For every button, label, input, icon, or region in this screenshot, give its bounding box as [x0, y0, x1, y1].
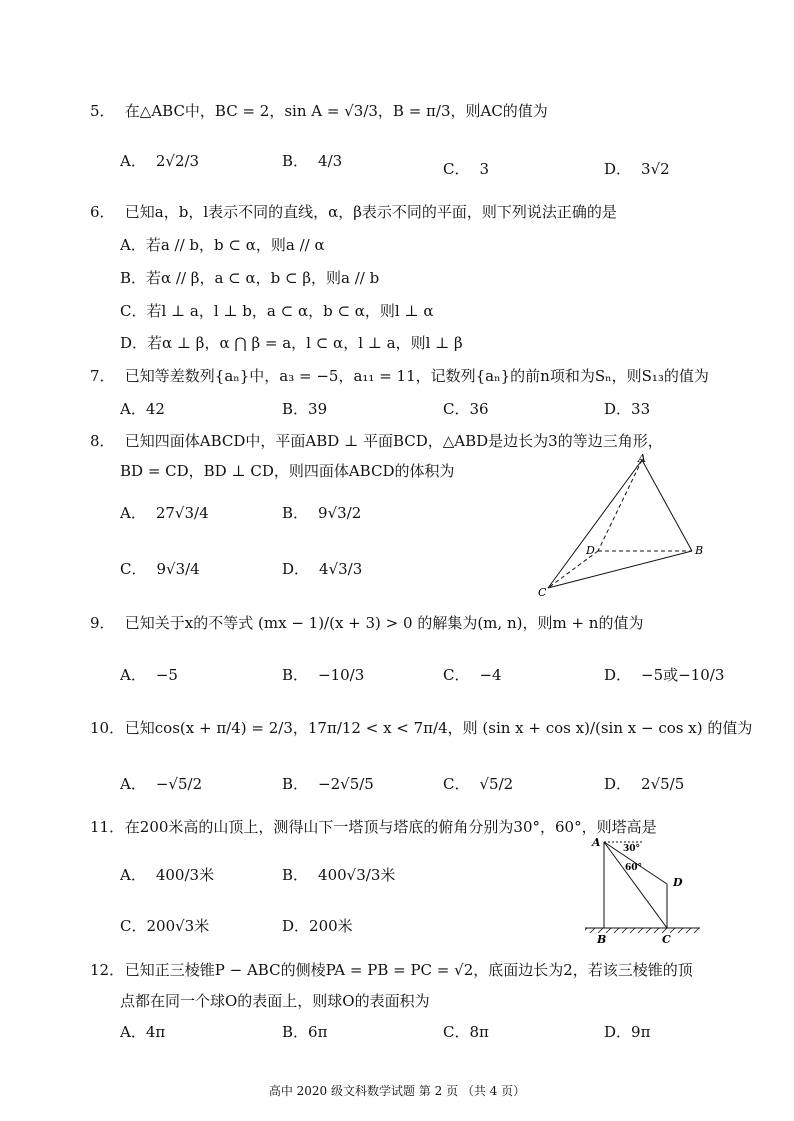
question-stem: 已知等差数列{aₙ}中，a₃ = −5，a₁₁ = 11，记数列{aₙ}的前n项和为Sₙ，则S₁₃的值为 [124, 367, 709, 385]
option-b: B． 4/3 [282, 151, 343, 170]
point-a-label: A [592, 836, 601, 849]
option-value: 400/3米 [155, 866, 215, 884]
option-a: A．4π [120, 1023, 166, 1041]
question-12 [90, 959, 693, 980]
option-value: −10/3 [318, 665, 365, 684]
option-a: A． −√5/2 [120, 774, 203, 793]
option-c: C． √5/2 [443, 774, 514, 793]
option-d: D．33 [604, 400, 651, 418]
option-value: 3√2 [641, 159, 670, 178]
edge-ac [548, 460, 642, 588]
option-value: −5 [155, 665, 178, 684]
question-number: 7． [90, 367, 115, 385]
option-value: −2√5/5 [318, 774, 374, 793]
option-value: −4 [479, 665, 502, 684]
question-number: 10． [90, 719, 125, 737]
option-b: B． −10/3 [282, 665, 365, 684]
question-8 [90, 430, 663, 451]
option-value: 2√5/5 [641, 774, 685, 793]
option-a: A． 27√3/4 [120, 503, 209, 522]
option-d: D． −5或−10/3 [604, 666, 725, 684]
option-value: 9√3/2 [318, 503, 362, 522]
option-b: B． 400√3/3米 [282, 866, 396, 884]
option-d: D． 2√5/5 [604, 774, 685, 793]
question-5 [90, 100, 548, 121]
question-stem-line-2: BD = CD，BD ⊥ CD，则四面体ABCD的体积为 [120, 462, 455, 480]
question-6 [90, 201, 617, 222]
question-number: 11． [90, 818, 125, 836]
question-number: 6． [90, 203, 115, 221]
option-a: A． −5 [120, 665, 178, 684]
question-10 [90, 717, 752, 738]
edge-cb [548, 551, 692, 588]
option-d: D． 4√3/3 [282, 559, 363, 578]
question-7 [90, 365, 709, 386]
question-stem: 在△ABC中，BC = 2，sin A = √3/3，B = π/3，则AC的值为 [124, 102, 548, 120]
option-c: C． 3 [443, 159, 490, 178]
option-a: A．42 [120, 400, 165, 418]
option-value: 2√2/3 [155, 151, 200, 170]
angle-60-label: 60° [625, 863, 643, 873]
question-number: 5． [90, 102, 115, 120]
option-b: B． −2√5/5 [282, 774, 374, 793]
point-d-label: D [673, 876, 683, 889]
option-value: √5/2 [479, 774, 514, 793]
option-d: D．200米 [282, 917, 353, 935]
angle-30-label: 30° [623, 844, 641, 854]
option-b: B． 9√3/2 [282, 503, 362, 522]
edge-ab [642, 460, 692, 551]
option-value: 27√3/4 [155, 503, 209, 522]
option-a: A． 400/3米 [120, 866, 215, 884]
option-value: −5或−10/3 [641, 666, 725, 684]
option-c: C． −4 [443, 665, 502, 684]
vertex-a-label: A [638, 452, 646, 465]
vertex-d-label: D [586, 544, 595, 557]
vertex-c-label: C [538, 586, 547, 599]
option-d: D．9π [604, 1023, 651, 1041]
option-value: 400√3/3米 [318, 866, 396, 884]
line-ac [604, 842, 667, 928]
question-number: 9． [90, 614, 115, 632]
point-c-label: C [662, 933, 671, 946]
question-stem: 已知关于x的不等式 (mx − 1)/(x + 3) > 0 的解集为(m, n)，则m + n的值为 [124, 614, 644, 632]
tetrahedron-figure [530, 450, 710, 600]
question-stem-line-1: 已知正三棱锥P − ABC的侧棱PA = PB = PC = √2，底面边长为2，若该三棱锥的顶 [124, 961, 693, 979]
question-stem: 已知a，b，l表示不同的直线，α，β表示不同的平面，则下列说法正确的是 [124, 203, 617, 221]
question-stem-line-1: 已知四面体ABCD中，平面ABD ⊥ 平面BCD，△ABD是边长为3的等边三角形， [124, 432, 663, 450]
option-value: −√5/2 [155, 774, 203, 793]
edge-ad [598, 460, 642, 551]
option-d: D．若α ⊥ β，α ⋂ β = a，l ⊂ α，l ⊥ a，则l ⊥ β [120, 334, 463, 352]
option-value: 4√3/3 [319, 559, 363, 578]
option-c: C．36 [443, 400, 489, 418]
vertex-b-label: B [695, 544, 704, 557]
option-value: 4/3 [318, 151, 343, 170]
option-b: B．6π [282, 1023, 328, 1041]
question-stem: 已知cos(x + π/4) = 2/3，17π/12 < x < 7π/4，则 (sin x + cos x)/(sin x − cos x) 的值为 [124, 719, 753, 737]
tower-figure [585, 832, 705, 947]
option-value: 9√3/4 [156, 559, 200, 578]
question-number: 8． [90, 432, 115, 450]
option-c: C．8π [443, 1023, 489, 1041]
option-c: C．若l ⊥ a，l ⊥ b，a ⊂ α，b ⊂ α，则l ⊥ α [120, 302, 434, 320]
option-value: 3 [479, 159, 490, 178]
question-9 [90, 612, 643, 633]
question-stem-line-2: 点都在同一个球O的表面上，则球O的表面积为 [120, 992, 430, 1010]
question-11 [90, 816, 657, 837]
question-number: 12． [90, 961, 125, 979]
question-stem: 在200米高的山顶上，测得山下一塔顶与塔底的俯角分别为30°，60°，则塔高是 [124, 818, 657, 836]
option-a: A．若a // b，b ⊂ α，则a // α [120, 236, 325, 254]
option-b: B．39 [282, 400, 328, 418]
page-footer: 高中 2020 级文科数学试题 第 2 页 （共 4 页） [268, 1084, 526, 1098]
point-b-label: B [597, 933, 607, 946]
option-b: B．若α // β，a ⊂ α，b ⊂ β，则a // b [120, 269, 380, 287]
option-d: D． 3√2 [604, 159, 670, 178]
option-c: C． 9√3/4 [120, 559, 200, 578]
option-a: A． 2√2/3 [120, 151, 200, 170]
option-c: C．200√3米 [120, 917, 210, 935]
